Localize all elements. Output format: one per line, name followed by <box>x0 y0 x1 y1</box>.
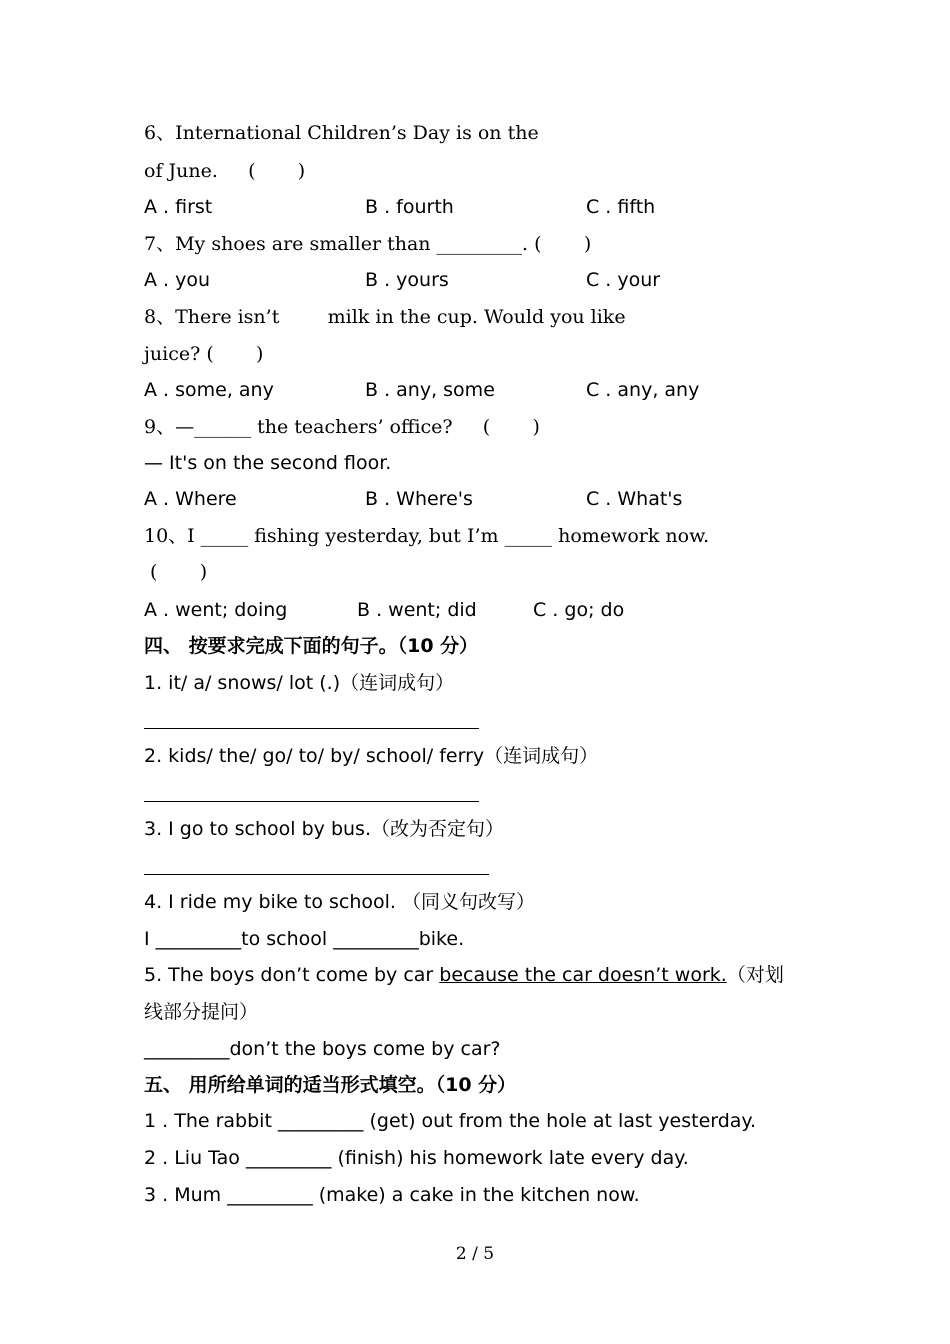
s4-item-2-answer-line <box>144 801 479 802</box>
q7-option-c: C . your <box>586 269 661 291</box>
s5-item-1: 1 . The rabbit _________ (get) out from the hole at last yesterday. <box>144 1110 757 1132</box>
q7-stem: 7、My shoes are smaller than _________. ( ) <box>144 233 592 255</box>
s4-item-5-answer: _________don’t the boys come by car? <box>144 1038 501 1060</box>
q6-option-c: C . fifth <box>586 196 656 218</box>
q6-option-a: A . first <box>144 196 213 218</box>
page-number: 2 / 5 <box>455 1244 495 1264</box>
s4-item-4-answer: I _________to school _________bike. <box>144 928 465 950</box>
s4-item-5-underlined: because the car doesn’t work. <box>439 964 727 986</box>
s4-item-3: 3. I go to school by bus.（改为否定句） <box>144 818 504 840</box>
q6-stem-cont: of June. ( ) <box>144 160 306 182</box>
q8-option-b: B . any, some <box>365 379 495 401</box>
q7-option-b: B . yours <box>365 269 449 291</box>
q10-option-c: C . go; do <box>533 599 625 621</box>
q10-option-b: B . went; did <box>357 599 477 621</box>
s5-item-2: 2 . Liu Tao _________ (finish) his homework late every day. <box>144 1147 689 1169</box>
q9-option-b: B . Where's <box>365 488 473 510</box>
section5-heading: 五、 用所给单词的适当形式填空。（10 分） <box>144 1074 517 1096</box>
q9-option-a: A . Where <box>144 488 237 510</box>
s4-item-1-answer-line <box>144 728 479 729</box>
s4-item-5-suffix: （对划 <box>726 964 784 986</box>
s4-item-5-cont: 线部分提问） <box>144 1001 259 1023</box>
q8-stem: 8、There isn’t milk in the cup. Would you like <box>144 306 626 328</box>
s5-item-3: 3 . Mum _________ (make) a cake in the kitchen now. <box>144 1184 640 1206</box>
q10-stem: 10、I _____ fishing yesterday, but I’m _____ homework now. <box>144 525 710 547</box>
q8-option-c: C . any, any <box>586 379 700 401</box>
q7-option-a: A . you <box>144 269 211 291</box>
s4-item-2: 2. kids/ the/ go/ to/ by/ school/ ferry（连词成句） <box>144 745 599 767</box>
q8-option-a: A . some, any <box>144 379 274 401</box>
q6-stem: 6、International Children’s Day is on the <box>144 122 539 144</box>
section4-heading: 四、 按要求完成下面的句子。（10 分） <box>144 635 479 657</box>
q9-response: — It's on the second floor. <box>144 452 392 474</box>
q8-stem-cont: juice? ( ) <box>144 343 264 365</box>
q9-stem: 9、—______ the teachers’ office? ( ) <box>144 416 540 438</box>
q10-stem-cont: ( ) <box>144 561 208 583</box>
q10-option-a: A . went; doing <box>144 599 288 621</box>
s4-item-3-answer-line <box>144 874 489 875</box>
s4-item-4: 4. I ride my bike to school. （同义句改写） <box>144 891 535 913</box>
q9-option-c: C . What's <box>586 488 683 510</box>
q6-option-b: B . fourth <box>365 196 454 218</box>
s4-item-1: 1. it/ a/ snows/ lot (.)（连词成句） <box>144 672 455 694</box>
s4-item-5 <box>144 963 784 987</box>
s4-item-5-prefix: 5. The boys don’t come by car <box>144 964 440 986</box>
